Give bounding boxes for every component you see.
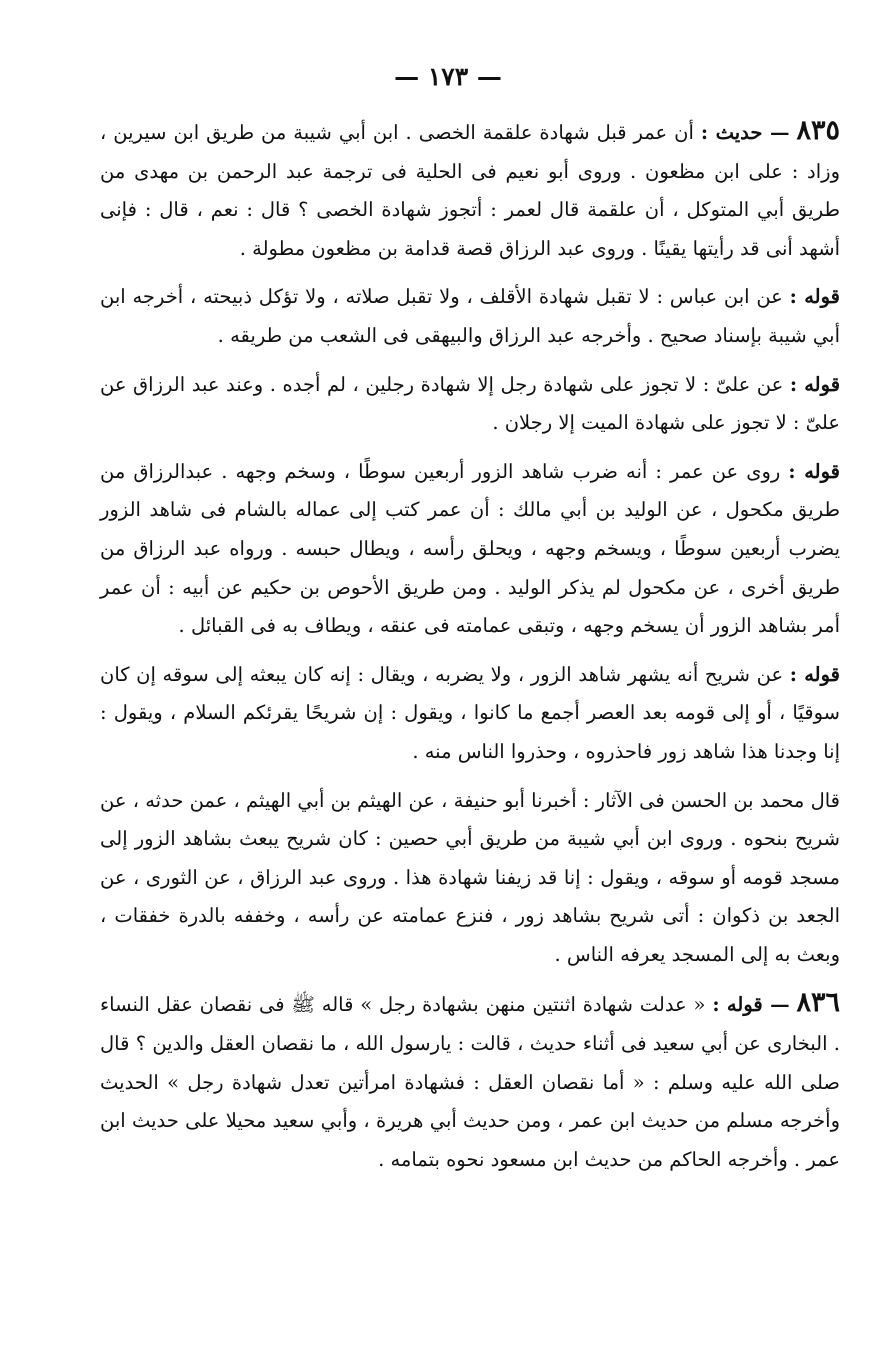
paragraph-ali — [100, 366, 840, 443]
paragraph-umar — [100, 453, 840, 646]
paragraph-text: أن عمر قبل شهادة علقمة الخصى . ابن أبي شيبة من طريق ابن سيرين ، وزاد : على ابن مظعون . وروى أبو نعيم فى الحلية فى ترجمة عبد الرحمن بن مهدى من طريق أبي المتوكل ، أن علقمة قال لعمر : أتجوز شهادة الخصى ؟ قال : نعم ، قال : فإنى أشهد أنى قد رأيتها يقينًا . وروى عبد الرزاق قصة قدامة بن مظعون مطولة . — [100, 121, 840, 260]
paragraph-text: قال محمد بن الحسن فى الآثار : أخبرنا أبو حنيفة ، عن الهيثم بن أبي الهيثم ، عمن حدثه ، عن شريح بنحوه . وروى ابن أبي شيبة من طريق أبي حصين : كان شريح يبعث بشاهد الزور إلى مسجد قومه أو سوقه ، ويقول : إنا قد زيفنا شهادة هذا . وروى عبد الرزاق ، عن الثورى ، عن الجعد بن ذكوان : أتى شريح بشاهد زور ، فنزع عمامته عن رأسه ، وخففه بالدرة خفقات ، وبعث به إلى المسجد يعرفه الناس . — [100, 788, 840, 966]
paragraph-lead: — قوله : — [712, 993, 790, 1017]
paragraph-lead: قوله : — [789, 662, 840, 686]
paragraph-hadith-836 — [100, 984, 840, 1179]
paragraph-lead: قوله : — [788, 459, 840, 483]
text-block — [100, 112, 840, 1189]
hadith-number: ٨٣٦ — [796, 987, 841, 1019]
paragraph-text: « عدلت شهادة اثنتين منهن بشهادة رجل » قاله ﷺ فى نقصان عقل النساء . البخارى عن أبي سعيد فى أثناء حديث ، قالت : يارسول الله ، ما نقصان العقل والدين ؟ قال صلى الله عليه وسلم : « أما نقصان العقل : فشهادة امرأتين تعدل شهادة رجل » الحديث وأخرجه مسلم من حديث ابن عمر ، ومن حديث أبي هريرة ، وأبي سعيد محيلا على حديث ابن عمر . وأخرجه الحاكم من حديث ابن مسعود نحوه بتمامه . — [100, 993, 840, 1171]
paragraph-shurayh — [100, 656, 840, 772]
paragraph-text: روى عن عمر : أنه ضرب شاهد الزور أربعين سوطًا ، وسخم وجهه . عبدالرزاق من طريق مكحول ، عن الوليد بن أبي مالك : أن عمر كتب إلى عماله بالشام فى شاهد الزور يضرب أربعين سوطًا ، ويسخم وجهه ، ويحلق رأسه ، ويطال حبسه . ورواه عبد الرزاق من طريق أخرى ، عن مكحول لم يذكر الوليد . ومن طريق الأحوص بن حكيم عن أبيه : أن عمر أمر بشاهد الزور أن يسخم وجهه ، وتبقى عمامته فى عنقه ، ويطاف به فى القبائل . — [100, 459, 840, 638]
paragraph-text: عن شريح أنه يشهر شاهد الزور ، ولا يضربه ، ويقال : إنه كان يبعثه إلى سوقه إن كان سوقيًا ، أو إلى قومه بعد العصر أجمع ما كانوا ، ويقول : إن شريحًا يقرئكم السلام ، ويقول : إنا وجدنا هذا شاهد زور فاحذروه ، وحذروا الناس منه . — [100, 662, 840, 763]
paragraph-text: عن ابن عباس : لا تقبل شهادة الأقلف ، ولا تقبل صلاته ، ولا تؤكل ذبيحته ، أخرجه ابن أبي شيبة بإسناد صحيح . وأخرجه عبد الرزاق والبيهقى فى الشعب من طريقه . — [100, 285, 840, 347]
page-number: — ١٧٣ — — [394, 62, 502, 91]
paragraph-muhammad-ibn-al-hasan — [100, 782, 840, 975]
paragraph-text: عن علىّ : لا تجوز على شهادة رجل إلا شهادة رجلين ، لم أجده . وعند عبد الرزاق عن علىّ : لا تجوز على شهادة الميت إلا رجلان . — [100, 372, 840, 435]
paragraph-lead: قوله : — [789, 285, 840, 309]
paragraph-ibn-abbas — [100, 278, 840, 355]
paragraph-lead: — حديث : — [700, 121, 790, 144]
paragraph-hadith-835 — [100, 112, 840, 268]
paragraph-lead: قوله : — [789, 372, 841, 396]
hadith-number: ٨٣٥ — [796, 115, 840, 146]
